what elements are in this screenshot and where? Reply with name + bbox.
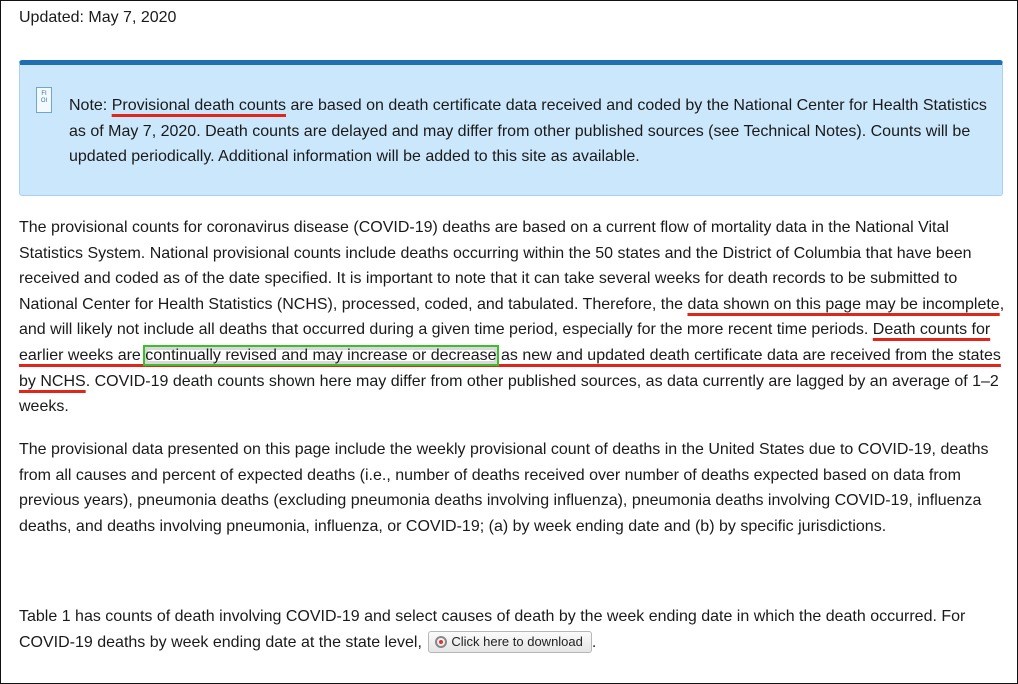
paragraph-provisional-counts [19,215,1005,420]
updated-date: Updated: May 7, 2020 [19,9,177,26]
para1-text-1: The provisional counts for coronavirus disease (COVID-19) deaths are based on a current flow of mortality data in the National Vital Statistics System. National provisional counts include deaths occurring within the 50 states and the District of Columbia that have been received and coded as of the date specified. It is important to note that it can take several weeks for death records to be submitted to National Center for Health Statistics (NCHS), processed, coded, and tabulated. Therefore, the [19,219,972,313]
paragraph-table-1 [19,604,1005,655]
info-icon: FI OI [36,87,52,113]
note-box [19,60,1003,196]
note-highlight: Provisional death counts [111,97,287,114]
para1-underline-earlier-weeks: Death counts for earlier weeks are [19,321,991,364]
download-icon [435,636,447,648]
para3-text: Table 1 has counts of death involving COVID-19 and select causes of death by the week ending date in which the death occurred. For COVID-19 deaths by week ending date at the state level, [19,608,966,651]
para1-boxed-revised: continually revised and may increase or decrease [145,346,497,364]
download-button[interactable] [428,631,592,653]
para1-underline-nchs: as new and updated death certificate data are received from the states by NCHS [19,346,1001,390]
note-text [69,93,989,170]
note-rest: are based on death certificate data received and coded by the National Center for Health Statistics as of May 7, 2020. Death counts are delayed and may differ from other published sources (see Technical Notes). Counts will be updated periodically. Additional information will be added to this site as available. [69,97,987,165]
para3-end: . [591,633,597,651]
paragraph-provisional-data: The provisional data presented on this page include the weekly provisional count of deaths in the United States due to COVID-19, deaths from all causes and percent of expected deaths (i.e., number of deaths received over number of deaths expected based on data from previous years), pneumonia deaths (excluding pneumonia deaths involving influenza), pneumonia deaths involving COVID-19, influenza deaths, and deaths involving pneumonia, influenza, or COVID-19; (a) by week ending date and (b) by specific jurisdictions. [19,441,989,535]
note-prefix: Note: [69,97,112,114]
para1-text-3: . COVID-19 death counts shown here may differ from other published sources, as data currently are lagged by an average of 1–2 weeks. [19,372,999,416]
para1-underline-incomplete: data shown on this page may be incomplete [687,295,1000,313]
download-button-label: Click here to download [451,634,583,650]
para1-text-2: , and will likely not include all deaths that occurred during a given time period, especially for the more recent time periods. [19,295,1005,339]
